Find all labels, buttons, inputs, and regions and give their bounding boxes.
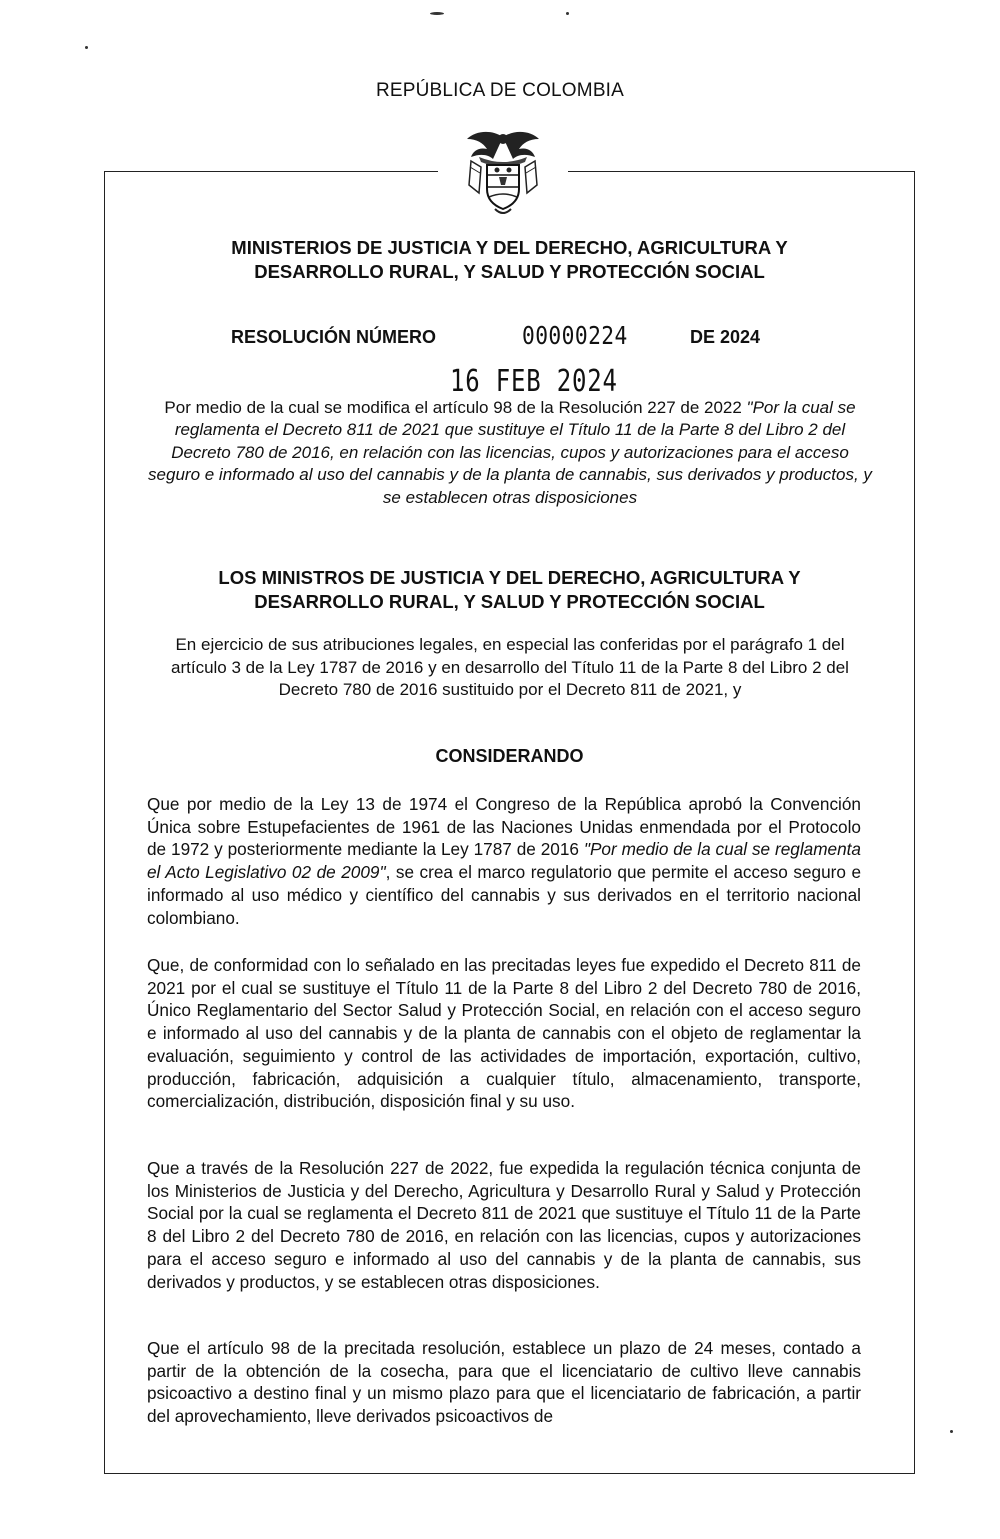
resolution-year: DE 2024: [690, 327, 761, 347]
ministries-heading: [104, 236, 915, 284]
ministries-line-1: MINISTERIOS DE JUSTICIA Y DEL DERECHO, AGRICULTURA Y: [231, 237, 788, 258]
resolution-subject: [145, 397, 875, 509]
colombia-coat-of-arms-icon: [461, 127, 545, 217]
ministries-line-2: DESARROLLO RURAL, Y SALUD Y PROTECCIÓN SOCIAL: [254, 261, 765, 282]
paragraph-1-italic-quote: "Por medio de la cual se reglamenta el Acto Legislativo 02 de 2009": [147, 839, 861, 883]
considerando-heading: CONSIDERANDO: [435, 746, 584, 766]
ministers-heading: [104, 566, 915, 614]
subject-quoted-title: "Por la cual se reglamenta el Decreto 811 de 2021 que sustituye el Título 11 de la Parte 8 del Libro 2 del Decreto 780 de 2016, en relación con las licencias, cupos y autorizaciones para el acceso seguro e informado al uso del cannabis y de la planta de cannabis, sus derivados y productos, y se establecen otras disposiciones: [148, 398, 872, 507]
stamp-date: 16 FEB 2024: [450, 364, 618, 399]
considerando-paragraph-3: Que a través de la Resolución 227 de 2022, fue expedida la regulación técnica conjunta de los Ministerios de Justicia y del Derecho, Agricultura y Desarrollo Rural y Salud y Protección Social por la cual se reglamenta el Decreto 811 de 2021 que sustituye el Título 11 de la Parte 8 del Libro 2 del Decreto 780 de 2016, en relación con las licencias, cupos y autorizaciones para el acceso seguro e informado al uso del cannabis y de la planta de cannabis, sus derivados y productos, y se establecen otras disposiciones.: [147, 1158, 861, 1292]
paragraph-1-start: Que por medio de la Ley 13 de 1974 el Congreso de la República aprobó la Convención Única sobre Estupefacientes de 1961 de las Naciones Unidas enmendada por el Protocolo de 1972 y posteriormente mediante la Ley 1787 de 2016: [147, 794, 861, 860]
resolution-label: RESOLUCIÓN NÚMERO: [231, 327, 437, 347]
ministers-line-1: LOS MINISTROS DE JUSTICIA Y DEL DERECHO, AGRICULTURA Y: [218, 567, 801, 588]
considerando-paragraph-2: Que, de conformidad con lo señalado en las precitadas leyes fue expedido el Decreto 811 de 2021 por el cual se sustituye el Título 11 de la Parte 8 del Libro 2 del Decreto 780 de 2016, Único Reglamentario del Sector Salud y Protección Social, en relación con el acceso seguro e informado al uso del cannabis y de la planta de cannabis con el objeto de reglamentar la evaluación, seguimiento y control de las actividades de importación, exportación, cultivo, producción, fabricación, adquisición a cualquier título, almacenamiento, transporte, comercialización, distribución, disposición final y su uso.: [147, 955, 861, 1112]
scan-speck: [430, 12, 444, 15]
considerando-paragraph-1: [147, 793, 861, 929]
scan-speck: [566, 12, 569, 15]
ministers-line-2: DESARROLLO RURAL, Y SALUD Y PROTECCIÓN SOCIAL: [254, 591, 765, 612]
considerando-paragraph-4: Que el artículo 98 de la precitada resolución, establece un plazo de 24 meses, contado a partir de la obtención de la cosecha, para que el licenciatario de cultivo lleve cannabis psicoactivo a destino final y un mismo plazo para que el licenciatario de fabricación, a partir del aprovechamiento, lleve derivados psicoactivos de: [147, 1338, 861, 1427]
scan-speck: [950, 1430, 953, 1433]
subject-intro: Por medio de la cual se modifica el artículo 98 de la Resolución 227 de 2022: [164, 398, 747, 417]
resolution-number: 00000224: [522, 321, 628, 350]
legal-powers-paragraph: En ejercicio de sus atribuciones legales, en especial las conferidas por el parágrafo 1 del artículo 3 de la Ley 1787 de 2016 y en desarrollo del Título 11 de la Parte 8 del Libro 2 del Decreto 780 de 2016 sustituido por el Decreto 811 de 2021, y: [171, 635, 849, 700]
paragraph-1-end: , se crea el marco regulatorio que permite el acceso seguro e informado al uso médico y científico del cannabis y sus derivados en el territorio nacional colombiano.: [147, 862, 862, 928]
scan-speck: [85, 46, 88, 49]
resolution-line: [104, 321, 915, 364]
country-heading: REPÚBLICA DE COLOMBIA: [375, 80, 625, 101]
